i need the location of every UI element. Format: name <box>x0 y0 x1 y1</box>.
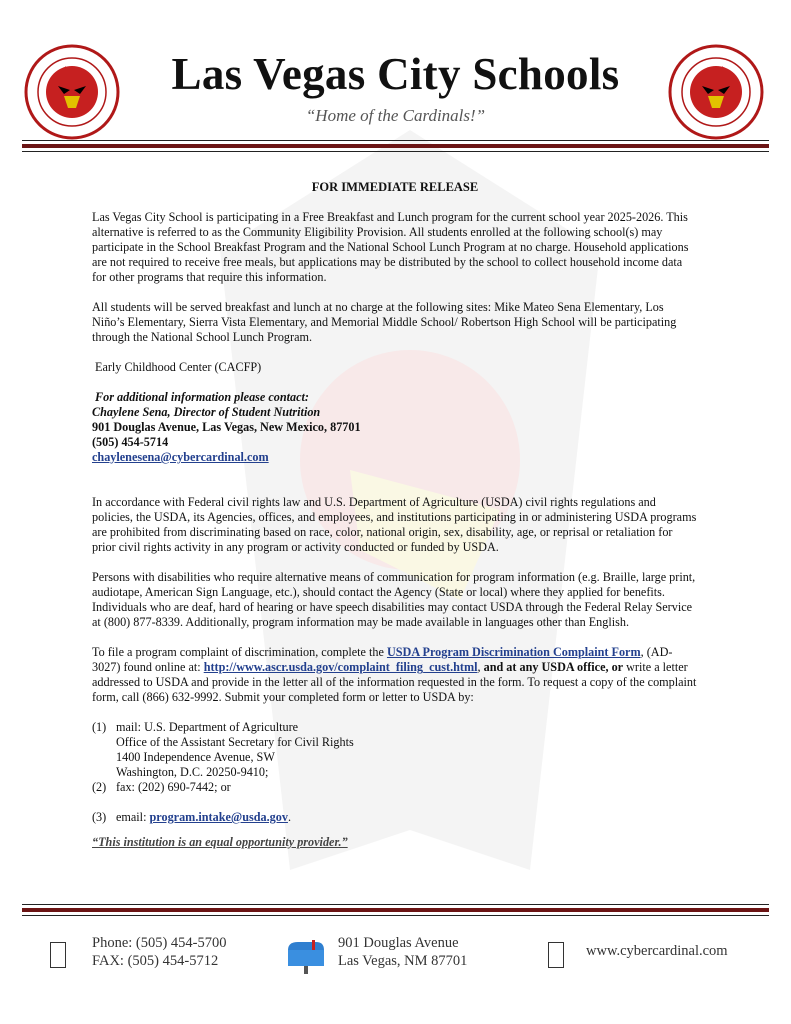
equal-opportunity-statement: “This institution is an equal opportunity provider.” <box>92 835 348 849</box>
program-paragraph: Las Vegas City School is participating in a Free Breakfast and Lunch program for the current school year 2025-2026. This alternative is referred to as the Community Eligibility Provision. All students enrolled at the following school(s) may participate in the School Breakfast Program and the National School Lunch Program at no charge. Household applications are not required to receive free meals, but applications may be distributed by the school to collect household income data for other programs that require this information. <box>92 210 689 284</box>
list-number: (3) <box>92 810 107 824</box>
mail-address-line: 1400 Independence Avenue, SW <box>116 750 275 764</box>
complaint-text: , (AD-3027) found online at: <box>92 645 673 674</box>
contact-name: Chaylene Sena, Director of Student Nutrition <box>92 405 321 419</box>
footer-divider-thick <box>22 908 769 912</box>
email-label: email: <box>116 810 150 824</box>
complaint-bold-text: and at any USDA office, or <box>483 660 624 674</box>
contact-intro: For additional information please contact: <box>95 390 309 404</box>
complaint-text: To file a program complaint of discrimination, complete the <box>92 645 387 659</box>
footer-address-line: Las Vegas, NM 87701 <box>338 953 468 969</box>
complaint-paragraph <box>92 645 698 705</box>
cacfp-line: Early Childhood Center (CACFP) <box>95 360 262 374</box>
footer-divider <box>22 904 769 905</box>
list-item-email <box>92 810 698 825</box>
header-divider <box>22 140 769 141</box>
web-icon <box>548 942 564 968</box>
mailbox-icon <box>286 940 326 974</box>
school-tagline: “Home of the Cardinals!” <box>305 106 486 125</box>
school-title: Las Vegas City Schools <box>171 49 620 99</box>
footer-address <box>338 934 467 970</box>
list-item-fax <box>92 780 698 795</box>
footer-phone: Phone: (505) 454-5700 <box>92 935 227 951</box>
list-number: (2) <box>92 780 107 794</box>
contact-phone: (505) 454-5714 <box>92 435 169 449</box>
list-item-mail <box>92 720 698 735</box>
email-end: . <box>287 810 291 824</box>
release-heading: FOR IMMEDIATE RELEASE <box>311 180 479 194</box>
contact-address: 901 Douglas Avenue, Las Vegas, New Mexico, 87701 <box>92 420 361 434</box>
footer-website[interactable]: www.cybercardinal.com <box>586 943 728 959</box>
complaint-text: write a letter addressed to USDA and provide in the letter all of the information requested in the form. To request a copy of the complaint form, call (866) 632-9992. Submit your completed form or letter to USDA by: <box>92 660 697 704</box>
fax-line: fax: (202) 690-7442; or <box>116 780 231 794</box>
press-release <box>92 180 698 850</box>
phone-icon <box>50 942 66 968</box>
footer-fax: FAX: (505) 454-5712 <box>92 953 219 969</box>
mail-label: mail: U.S. Department of Agriculture <box>116 720 299 734</box>
mail-address-line: Washington, D.C. 20250-9410; <box>116 765 269 779</box>
list-number: (1) <box>92 720 107 734</box>
footer-divider <box>22 915 769 916</box>
civil-rights-paragraph: In accordance with Federal civil rights law and U.S. Department of Agriculture (USDA) civil rights regulations and policies, the USDA, its Agencies, offices, and employees, and institutions participating in or administering USDA programs are prohibited from discriminating based on race, color, national origin, sex, disability, age, or reprisal or retaliation for prior civil rights activity in any program or activity conducted or funded by USDA. <box>92 495 697 554</box>
mail-address-line: Office of the Assistant Secretary for Civil Rights <box>116 735 354 749</box>
disabilities-paragraph: Persons with disabilities who require alternative means of communication for program information (e.g. Braille, large print, audiotape, American Sign Language, etc.), should contact the Agency (State or local) where they applied for benefits. Individuals who are deaf, hard of hearing or have speech disabilities may contact USDA through the Federal Relay Service at (800) 877-8339. Additionally, program information may be made available in languages other than English. <box>92 570 696 629</box>
sites-paragraph: All students will be served breakfast and lunch at no charge at the following sites: Mike Mateo Sena Elementary, Los Niño’s Elementary, Sierra Vista Elementary, and Memorial Middle School/ Robertson High School will be participating through the National School Lunch Program. <box>92 300 677 344</box>
header-divider <box>22 151 769 152</box>
header-divider-thick <box>22 144 769 148</box>
contact-email-link[interactable]: chaylenesena@cybercardinal.com <box>92 450 269 464</box>
complaint-text: , <box>477 660 484 674</box>
complaint-url-link[interactable]: http://www.ascr.usda.gov/complaint_filing_cust.html <box>203 660 478 674</box>
contact-block <box>92 390 698 465</box>
footer-address-line: 901 Douglas Avenue <box>338 935 459 951</box>
footer-contact <box>92 934 227 970</box>
usda-email-link[interactable]: program.intake@usda.gov <box>149 810 288 824</box>
complaint-form-link[interactable]: USDA Program Discrimination Complaint Form <box>386 645 641 659</box>
